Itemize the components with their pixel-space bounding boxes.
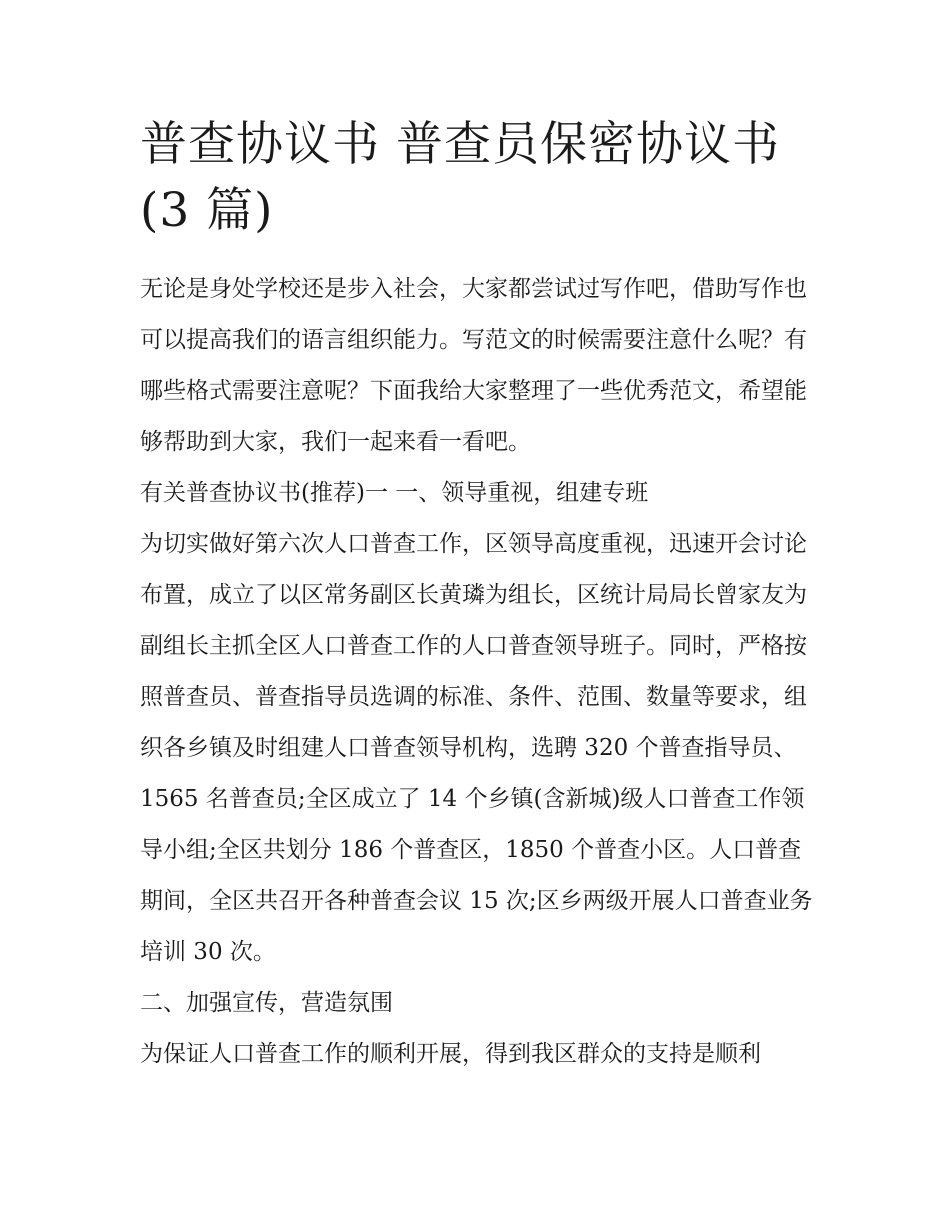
- document-title: [140, 112, 820, 244]
- section-1-body: 为切实做好第六次人口普查工作，区领导高度重视，迅速开会讨论布置，成立了以区常务副区长黄璘为组长，区统计局局长曾家友为副组长主抓全区人口普查工作的人口普查领导班子。同时，严格按照普查员、普查指导员选调的标准、条件、范围、数量等要求，组织各乡镇及时组建人口普查领导机构，选聘 320 个普查指导员、1565 名普查员;全区成立了 14 个乡镇(含新城)级人口普查工作领导小组;全区共划分 186 个普查区，1850 个普查小区。人口普查期间，全区共召开各种普查会议 15 次;区乡两级开展人口普查业务培训 30 次。: [140, 531, 813, 965]
- title-line-1: 普查协议书 普查员保密协议书: [140, 117, 780, 172]
- section-1-heading: 有关普查协议书(推荐)一 一、领导重视，组建专班: [140, 480, 649, 506]
- title-line-2: (3 篇): [140, 183, 274, 238]
- section-2-heading: 二、加强宣传，营造氛围: [140, 990, 393, 1016]
- section-2-body: 为保证人口普查工作的顺利开展，得到我区群众的支持是顺利: [140, 1041, 761, 1067]
- document-page: [140, 112, 820, 1080]
- intro-paragraph: 无论是身处学校还是步入社会，大家都尝试过写作吧，借助写作也可以提高我们的语言组织能力。写范文的时候需要注意什么呢？有哪些格式需要注意呢？下面我给大家整理了一些优秀范文，希望能够帮助到大家，我们一起来看一看吧。: [140, 276, 807, 455]
